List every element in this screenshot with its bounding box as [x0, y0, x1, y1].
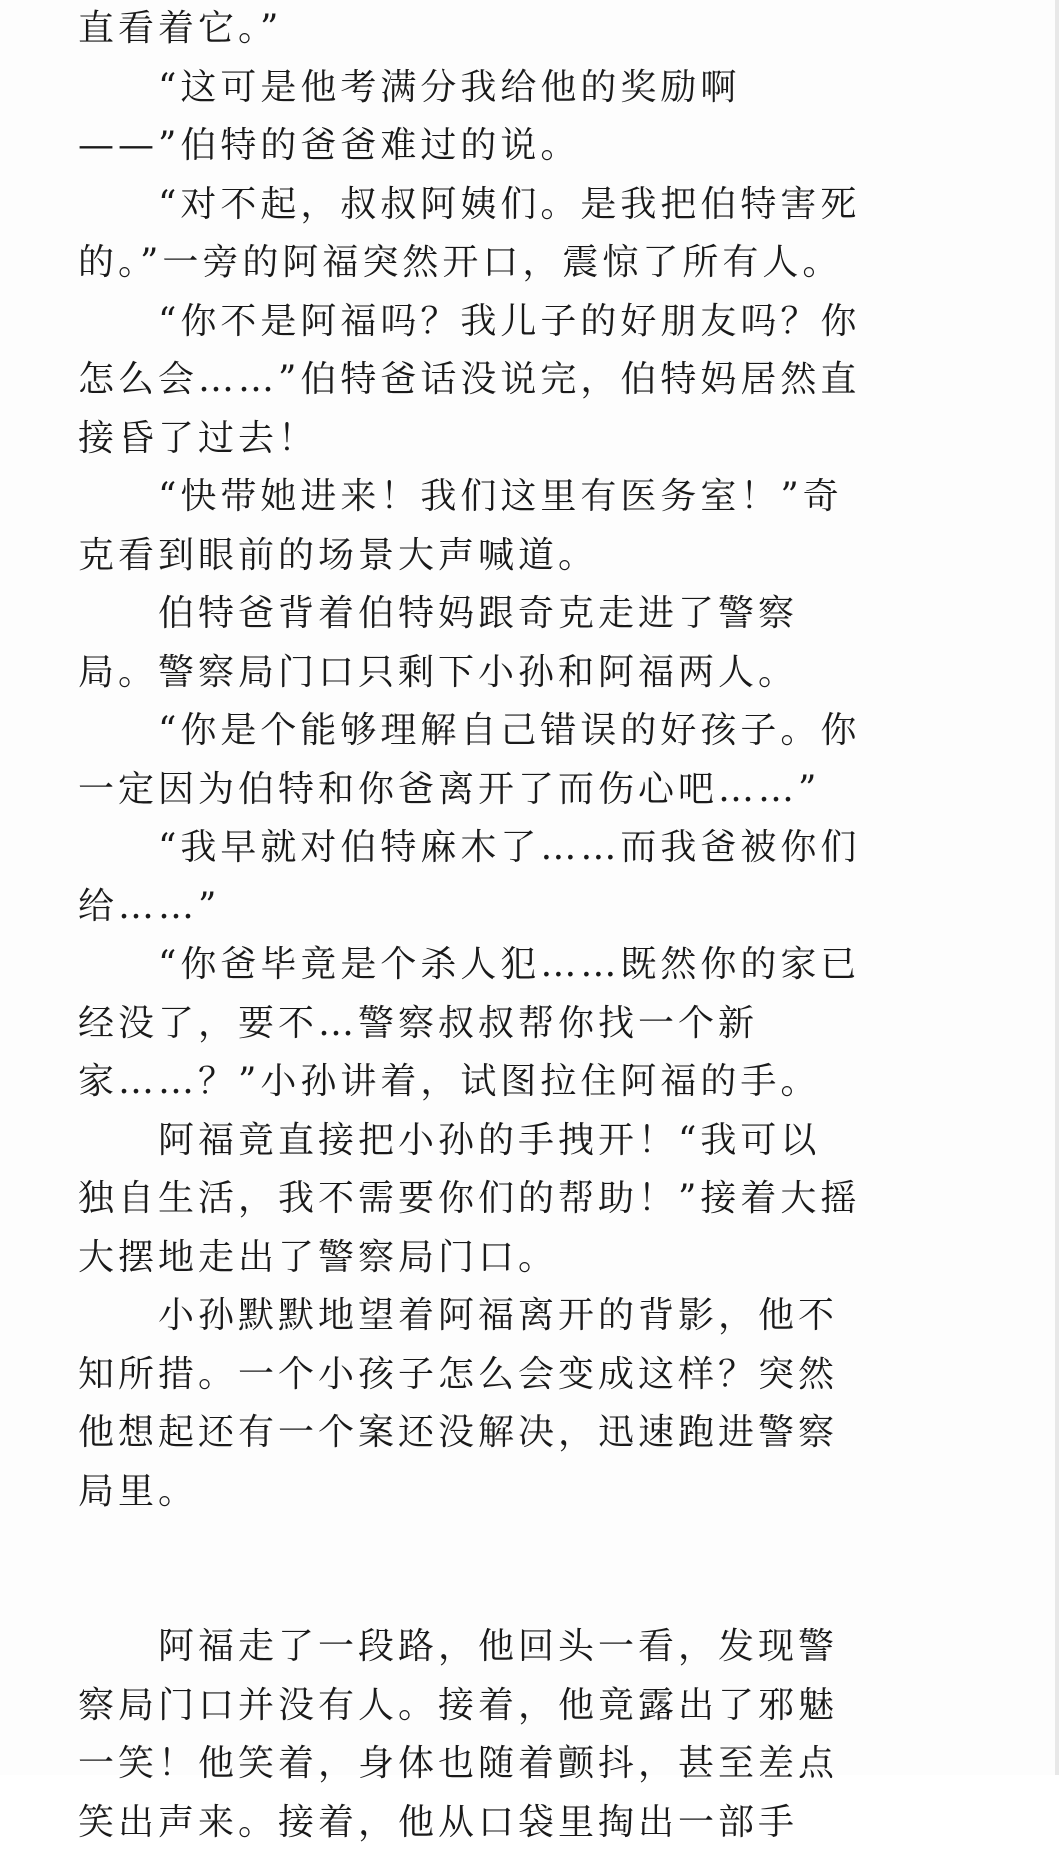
text-line: 独自生活，我不需要你们的帮助！”接着大摇 — [78, 1170, 998, 1229]
text-line: 察局门口并没有人。接着，他竟露出了邪魅 — [78, 1677, 998, 1736]
text-line: 阿福竟直接把小孙的手拽开！“我可以 — [78, 1112, 998, 1171]
text-line: ——”伯特的爸爸难过的说。 — [78, 117, 998, 176]
text-line: 的。”一旁的阿福突然开口，震惊了所有人。 — [78, 234, 998, 293]
text-line: 他想起还有一个案还没解决，迅速跑进警察 — [78, 1404, 998, 1463]
text-line: “你不是阿福吗？我儿子的好朋友吗？你 — [78, 293, 998, 352]
text-line: “我早就对伯特麻木了……而我爸被你们 — [78, 819, 998, 878]
story-text — [78, 0, 998, 1852]
text-line: “快带她进来！我们这里有医务室！”奇 — [78, 468, 998, 527]
text-line: 局。警察局门口只剩下小孙和阿福两人。 — [78, 644, 998, 703]
story-section-1 — [78, 0, 998, 1521]
text-line: 一笑！他笑着，身体也随着颤抖，甚至差点 — [78, 1735, 998, 1794]
text-line: “你爸毕竟是个杀人犯……既然你的家已 — [78, 936, 998, 995]
text-line: 大摆地走出了警察局门口。 — [78, 1229, 998, 1288]
text-line: “对不起，叔叔阿姨们。是我把伯特害死 — [78, 176, 998, 235]
text-line: 经没了，要不…警察叔叔帮你找一个新 — [78, 995, 998, 1054]
text-line: 家……？”小孙讲着，试图拉住阿福的手。 — [78, 1053, 998, 1112]
section-gap — [78, 1521, 998, 1618]
page-edge — [1055, 0, 1059, 1775]
text-line: 一定因为伯特和你爸离开了而伤心吧……” — [78, 761, 998, 820]
text-line: 伯特爸背着伯特妈跟奇克走进了警察 — [78, 585, 998, 644]
text-line: 接昏了过去！ — [78, 410, 998, 469]
text-line: 直看着它。” — [78, 0, 998, 59]
text-line: 知所措。一个小孩子怎么会变成这样？突然 — [78, 1346, 998, 1405]
text-line: 克看到眼前的场景大声喊道。 — [78, 527, 998, 586]
story-section-2 — [78, 1618, 998, 1852]
text-line: 局里。 — [78, 1463, 998, 1522]
text-line: 怎么会……”伯特爸话没说完，伯特妈居然直 — [78, 351, 998, 410]
text-line: 阿福走了一段路，他回头一看，发现警 — [78, 1618, 998, 1677]
text-line: “这可是他考满分我给他的奖励啊 — [78, 59, 998, 118]
text-line: 给……” — [78, 878, 998, 937]
text-line: “你是个能够理解自己错误的好孩子。你 — [78, 702, 998, 761]
text-line: 小孙默默地望着阿福离开的背影，他不 — [78, 1287, 998, 1346]
text-line: 笑出声来。接着，他从口袋里掏出一部手 — [78, 1794, 998, 1852]
